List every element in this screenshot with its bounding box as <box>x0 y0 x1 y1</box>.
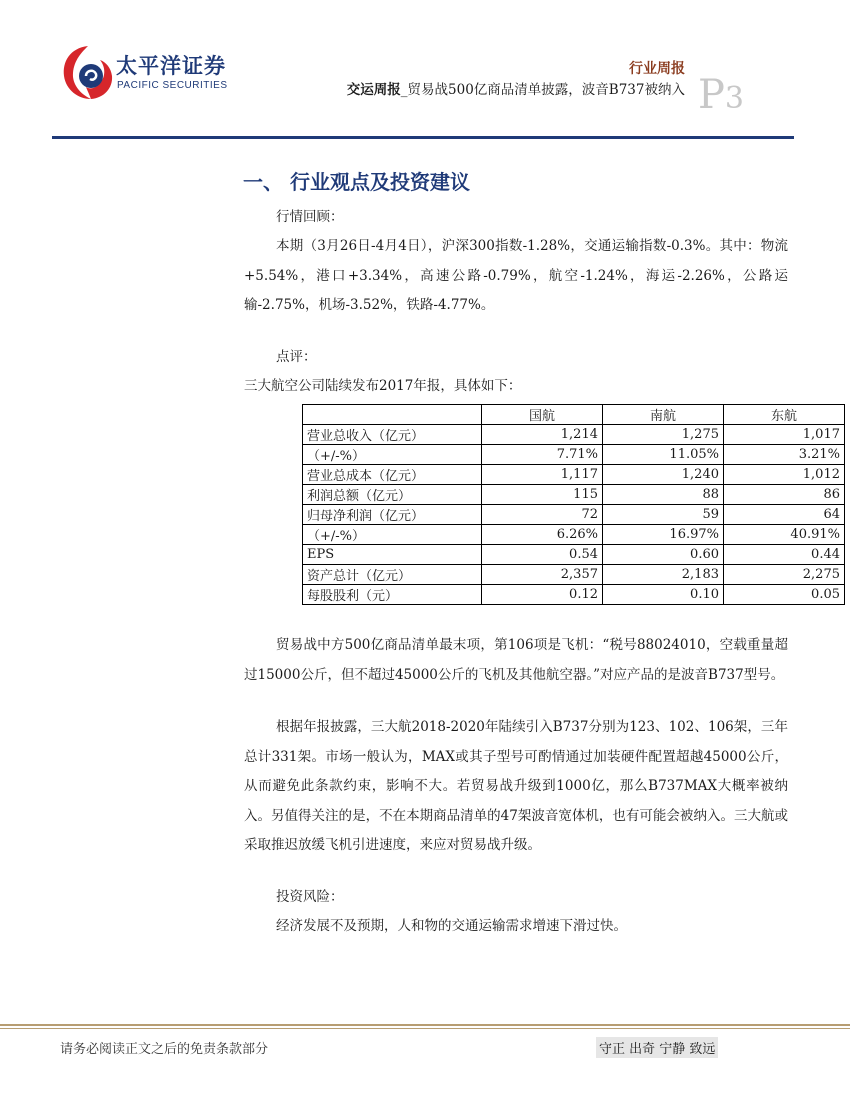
table-row-label: 每股股利（元） <box>303 585 482 605</box>
table-row-label: 营业总收入（亿元） <box>303 425 482 445</box>
page-number <box>698 72 744 118</box>
section-heading: 一、 行业观点及投资建议 <box>243 170 470 194</box>
table-cell: 1,240 <box>603 465 724 485</box>
table-cell: 0.05 <box>724 585 845 605</box>
table-row-label: 利润总额（亿元） <box>303 485 482 505</box>
table-cell: 88 <box>603 485 724 505</box>
table-cell: 72 <box>482 505 603 525</box>
table-cell: 16.97% <box>603 525 724 545</box>
table-intro: 三大航空公司陆续发布2017年报，具体如下： <box>244 378 522 394</box>
page-number-value: 3 <box>724 81 745 116</box>
report-type: 行业周报 <box>629 61 685 77</box>
logo-cn-text: 太平洋证券 <box>116 54 226 78</box>
table-cell: 115 <box>482 485 603 505</box>
table-row-label: EPS <box>303 545 482 565</box>
table-cell: 2,357 <box>482 565 603 585</box>
table-cell: 1,275 <box>603 425 724 445</box>
table-cell: 0.60 <box>603 545 724 565</box>
table-cell: 64 <box>724 505 845 525</box>
airline-financials-table <box>302 404 845 605</box>
table-cell: 0.44 <box>724 545 845 565</box>
risk-label: 投资风险： <box>276 889 344 905</box>
company-motto: 守正 出奇 宁静 致远 <box>596 1037 718 1058</box>
table-row <box>303 545 845 565</box>
table-cell: 0.12 <box>482 585 603 605</box>
footer-divider <box>0 1024 850 1026</box>
table-row <box>303 505 845 525</box>
table-cell: 7.71% <box>482 445 603 465</box>
table-cell: 1,117 <box>482 465 603 485</box>
table-row-label: 营业总成本（亿元） <box>303 465 482 485</box>
table-header-cell <box>303 405 482 425</box>
table-header-row <box>303 405 845 425</box>
b737-analysis-paragraph: 根据年报披露，三大航2018-2020年陆续引入B737分别为123、102、106架，三年总计331架。市场一般认为，MAX或其子型号可酌情通过加装硬件配置超越45000公斤，从而避免此条款约束，影响不大。若贸易战升级到1000亿，那么B737MAX大概率被纳入。另值得关注的是，不在本期商品清单的47架波音宽体机，也有可能会被纳入。三大航或采取推迟放缓飞机引进速度，来应对贸易战升级。 <box>244 719 788 853</box>
header-divider <box>52 136 794 139</box>
review-label: 行情回顾： <box>276 209 344 225</box>
report-title <box>347 78 685 98</box>
table-cell: 0.54 <box>482 545 603 565</box>
disclaimer-text: 请务必阅读正文之后的免责条款部分 <box>60 1042 269 1057</box>
table-cell: 1,214 <box>482 425 603 445</box>
table-row <box>303 465 845 485</box>
table-row <box>303 445 845 465</box>
table-cell: 3.21% <box>724 445 845 465</box>
table-row-label: （+/-%） <box>303 445 482 465</box>
page-number-letter: P <box>698 72 725 118</box>
pacific-securities-logo-icon <box>60 42 116 102</box>
table-row <box>303 425 845 445</box>
table-header-cell: 南航 <box>603 405 724 425</box>
table-cell: 0.10 <box>603 585 724 605</box>
review-text: 本期（3月26日-4月4日），沪深300指数-1.28%，交通运输指数-0.3%。其中：物流+5.54%，港口+3.34%，高速公路-0.79%，航空-1.24%，海运-2.26%，公路运输-2.75%，机场-3.52%，铁路-4.77%。 <box>244 238 788 313</box>
report-title-bold: 交运周报 <box>346 82 401 98</box>
table-cell: 40.91% <box>724 525 845 545</box>
company-logo <box>60 42 230 112</box>
logo-en-text: PACIFIC SECURITIES <box>117 80 228 91</box>
table-cell: 1,012 <box>724 465 845 485</box>
table-row <box>303 585 845 605</box>
risk-text: 经济发展不及预期，人和物的交通运输需求增速下滑过快。 <box>276 918 627 934</box>
table-cell: 2,275 <box>724 565 845 585</box>
table-row-label: （+/-%） <box>303 525 482 545</box>
footer-divider-thin <box>0 1028 850 1029</box>
table-cell: 1,017 <box>724 425 845 445</box>
table-header-cell: 东航 <box>724 405 845 425</box>
comment-label: 点评： <box>276 349 317 365</box>
trade-war-paragraph: 贸易战中方500亿商品清单最末项，第106项是飞机：“税号88024010，空载重量超过15000公斤，但不超过45000公斤的飞机及其他航空器。”对应产品的是波音B737型号。 <box>244 637 788 683</box>
table-row <box>303 525 845 545</box>
table-cell: 6.26% <box>482 525 603 545</box>
table-cell: 2,183 <box>603 565 724 585</box>
table-cell: 11.05% <box>603 445 724 465</box>
table-cell: 86 <box>724 485 845 505</box>
table-row-label: 归母净利润（亿元） <box>303 505 482 525</box>
table-row-label: 资产总计（亿元） <box>303 565 482 585</box>
table-cell: 59 <box>603 505 724 525</box>
table-header-cell: 国航 <box>482 405 603 425</box>
report-title-rest: _贸易战500亿商品清单披露，波音B737被纳入 <box>400 82 685 98</box>
table-row <box>303 485 845 505</box>
table-row <box>303 565 845 585</box>
